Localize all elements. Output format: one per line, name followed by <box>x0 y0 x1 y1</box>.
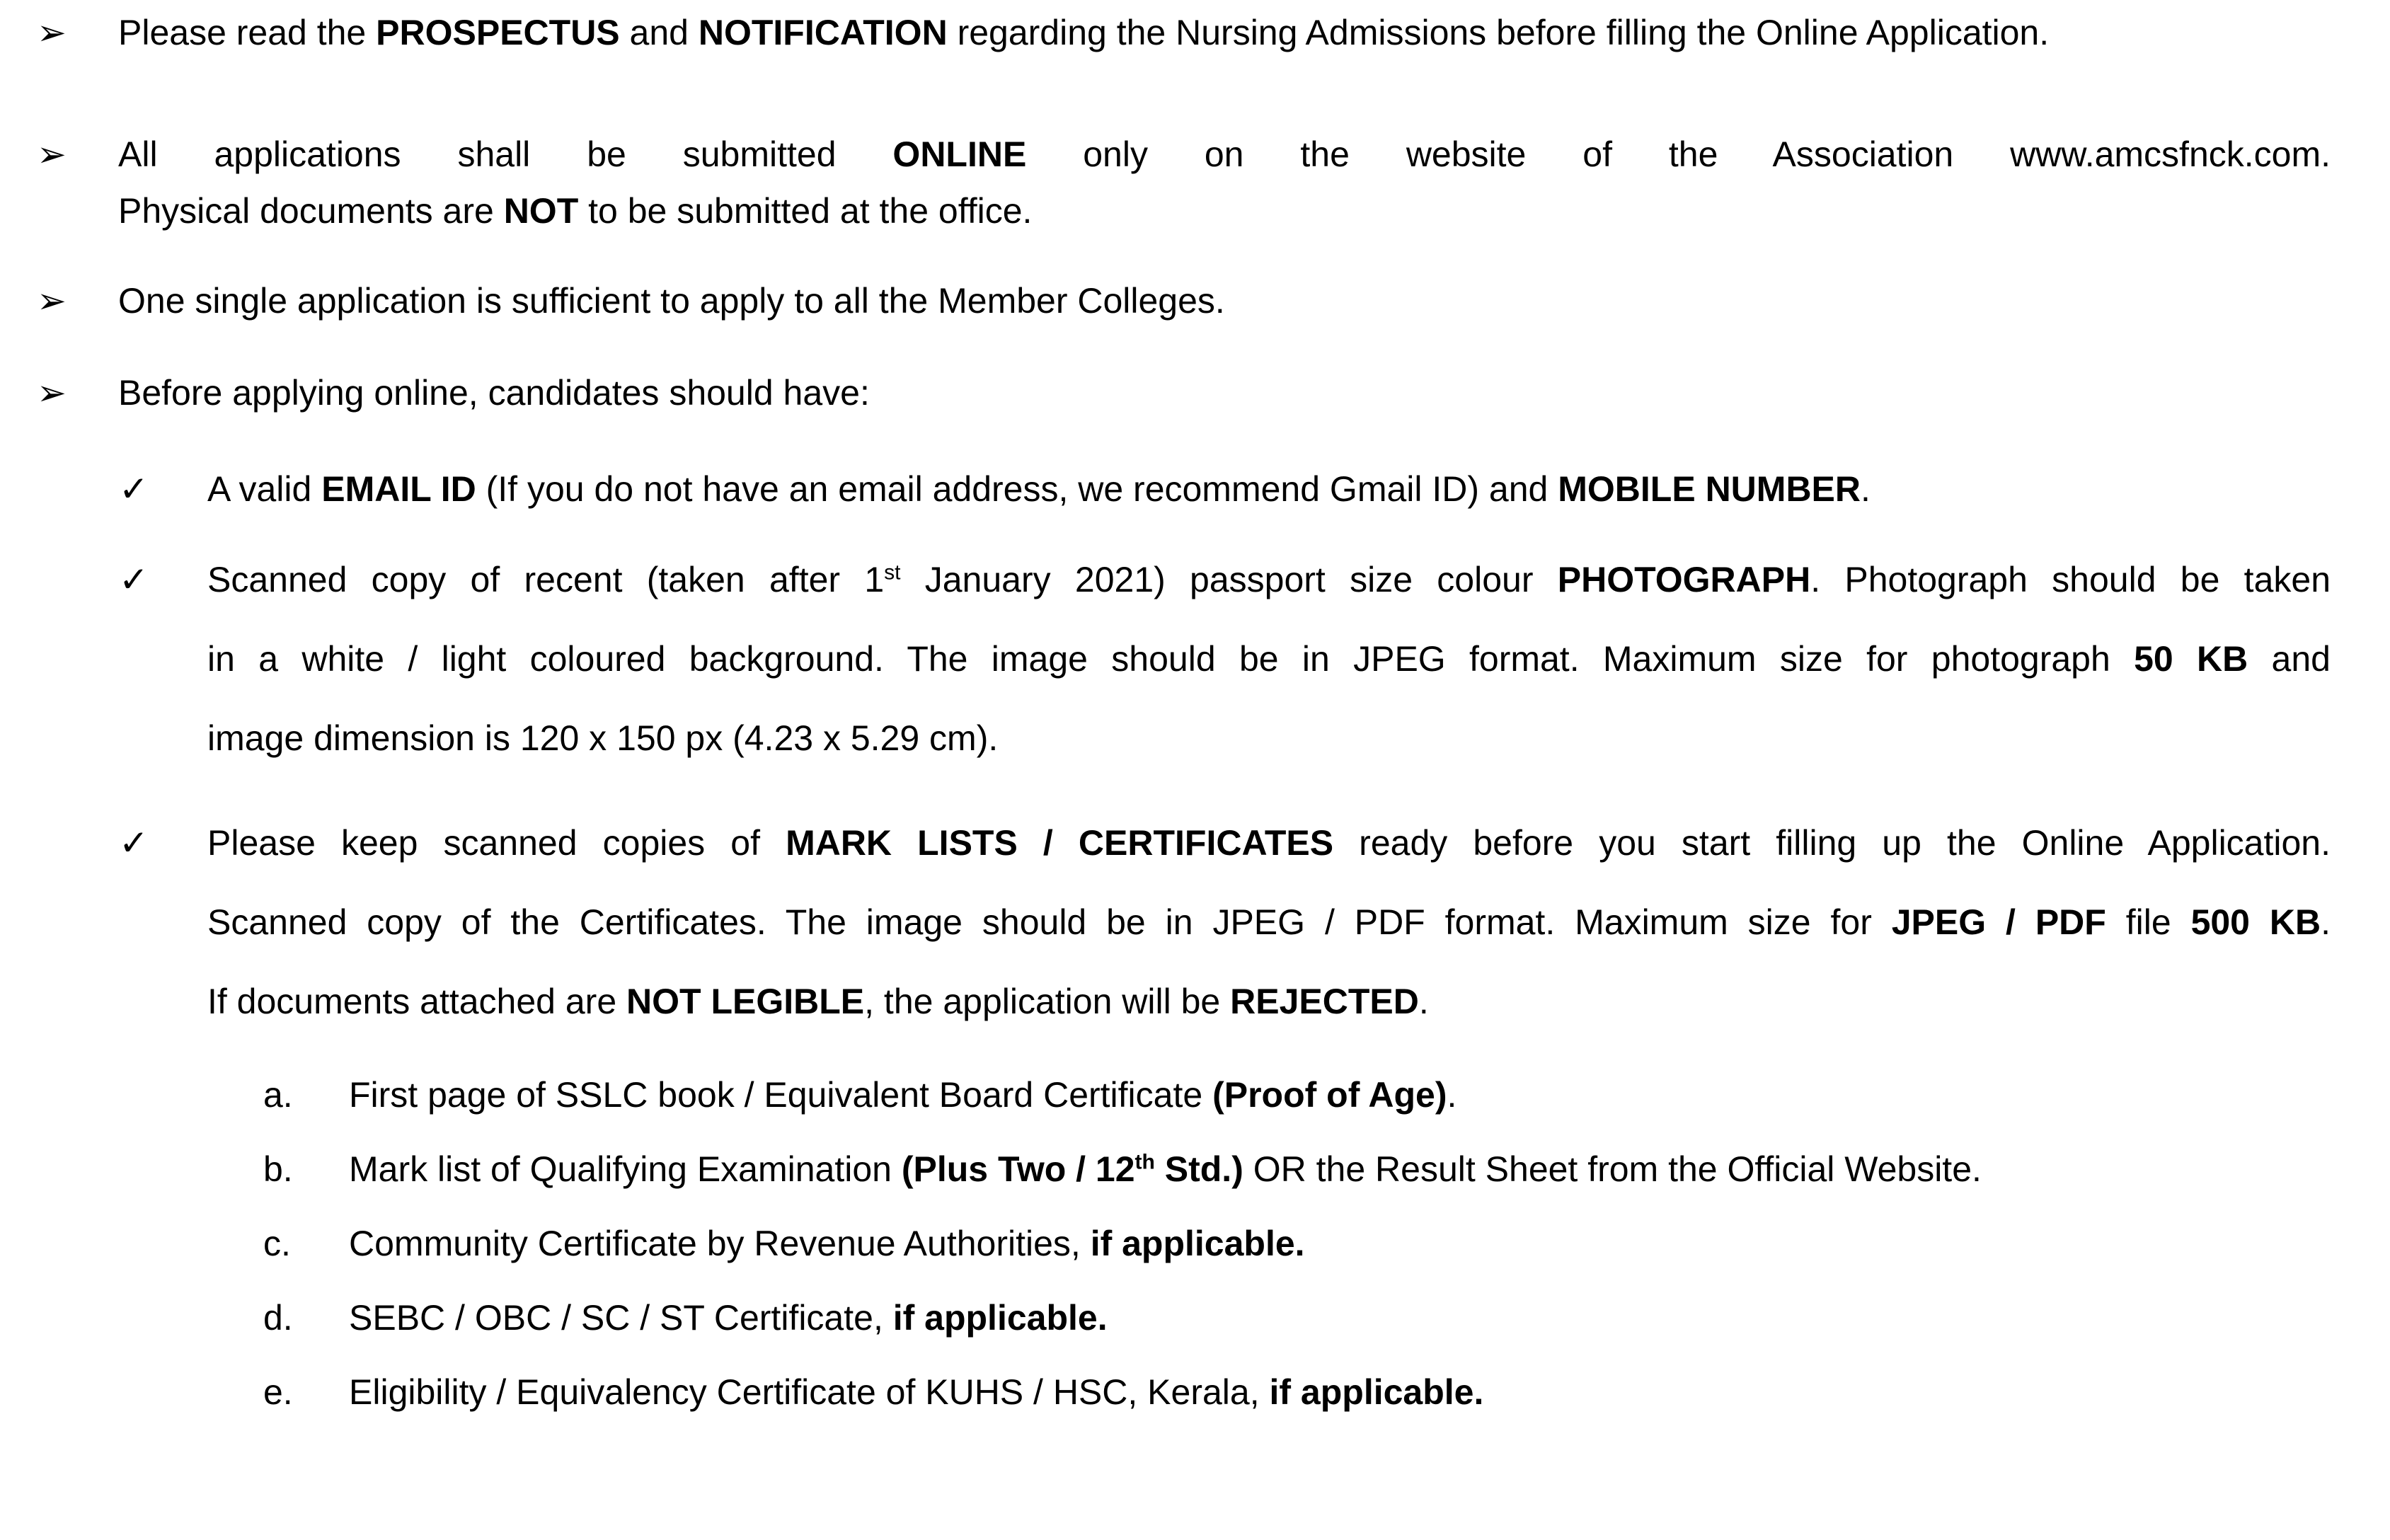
text-run: A valid <box>207 469 322 509</box>
list-item-content <box>349 1074 2331 1116</box>
text-run: PROSPECTUS <box>376 13 620 52</box>
text-run: NOT LEGIBLE <box>626 982 865 1021</box>
text-run: NOT <box>503 191 579 231</box>
list-item-content <box>349 1148 2331 1190</box>
text-run: SEBC / OBC / SC / ST Certificate, <box>349 1298 893 1338</box>
text-run: Eligibility / Equivalency Certificate of KUHS / HSC, Kerala, <box>349 1372 1270 1412</box>
text-run: All applications shall be submitted <box>118 134 893 174</box>
text-run: REJECTED <box>1230 982 1419 1021</box>
text-run: Std.) <box>1154 1149 1243 1189</box>
text-run: (Plus Two / 12 <box>901 1149 1135 1189</box>
text-run: NOTIFICATION <box>698 13 948 52</box>
paragraph-line <box>207 619 2331 699</box>
text-run: regarding the Nursing Admissions before filling the Online Application. <box>947 13 2050 52</box>
check-item-mark-lists <box>0 803 2390 1041</box>
paragraph-line <box>207 962 2331 1041</box>
text-run: 500 KB <box>2190 902 2321 942</box>
text-run: 50 KB <box>2134 639 2248 679</box>
bullet-item-content <box>118 278 2331 323</box>
paragraph-line <box>207 803 2331 883</box>
list-item-a-sslc <box>0 1074 2390 1116</box>
arrow-bullet-icon: ➢ <box>37 13 67 52</box>
text-run: and <box>2248 639 2331 679</box>
paragraph-line <box>118 370 2331 415</box>
text-run: MOBILE NUMBER <box>1558 469 1861 509</box>
text-run: , the application will be <box>864 982 1231 1021</box>
check-icon: ✓ <box>119 560 149 599</box>
text-run: EMAIL ID <box>321 469 476 509</box>
text-run: image dimension is 120 x 150 px (4.23 x 5.29 cm). <box>207 718 999 758</box>
paragraph-line <box>349 1297 2331 1339</box>
text-run: . <box>1447 1075 1457 1115</box>
text-run: (If you do not have an email address, we recommend Gmail ID) and <box>476 469 1558 509</box>
list-letter-a: a. <box>263 1075 293 1115</box>
text-run: ready before you start filling up the Online Application. <box>1333 823 2331 863</box>
list-letter-b: b. <box>263 1149 293 1189</box>
check-item-content <box>207 540 2331 778</box>
bullet-item-before-applying <box>0 370 2390 415</box>
list-letter-c: c. <box>263 1224 291 1263</box>
text-run: Please read the <box>118 13 377 52</box>
text-run: in a white / light coloured background. The image should be in JPEG format. Maximum size for photograph <box>207 639 2135 679</box>
text-run: . <box>2321 902 2331 942</box>
list-letter-e: e. <box>263 1372 293 1412</box>
text-run: One single application is sufficient to apply to all the Member Colleges. <box>118 281 1225 321</box>
check-item-photograph <box>0 540 2390 778</box>
check-item-content <box>207 466 2331 512</box>
list-item-content <box>349 1297 2331 1339</box>
paragraph-line <box>118 10 2331 55</box>
text-run: (Proof of Age) <box>1212 1075 1447 1115</box>
bullet-item-single-application <box>0 278 2390 323</box>
paragraph-line <box>207 540 2331 619</box>
text-run: ONLINE <box>892 134 1027 174</box>
list-item-b-marklist <box>0 1148 2390 1190</box>
arrow-bullet-icon: ➢ <box>37 281 67 321</box>
text-run: Scanned copy of the Certificates. The image should be in JPEG / PDF format. Maximum size for <box>207 902 1892 942</box>
bullet-item-content <box>118 370 2331 415</box>
text-run: Community Certificate by Revenue Authorities, <box>349 1224 1091 1263</box>
paragraph-line <box>118 126 2331 183</box>
text-run: if applicable. <box>1269 1372 1484 1412</box>
text-run: Mark list of Qualifying Examination <box>349 1149 902 1189</box>
text-run: JPEG / PDF <box>1891 902 2106 942</box>
check-item-email-mobile <box>0 466 2390 512</box>
paragraph-line <box>349 1222 2331 1265</box>
list-item-content <box>349 1371 2331 1413</box>
paragraph-line <box>207 699 2331 778</box>
text-run: If documents attached are <box>207 982 627 1021</box>
text-run: First page of SSLC book / Equivalent Board Certificate <box>349 1075 1213 1115</box>
paragraph-line <box>207 466 2331 512</box>
list-item-c-community <box>0 1222 2390 1265</box>
paragraph-line <box>207 883 2331 962</box>
text-run: OR the Result Sheet from the Official Website. <box>1243 1149 1982 1189</box>
bullet-item-content <box>118 126 2331 239</box>
text-run: Scanned copy of recent (taken after 1 <box>207 560 885 599</box>
bullet-item-online-submission <box>0 126 2390 239</box>
arrow-bullet-icon: ➢ <box>37 134 67 174</box>
arrow-bullet-icon: ➢ <box>37 373 67 413</box>
text-run: Physical documents are <box>118 191 504 231</box>
bullet-item-content <box>118 10 2331 55</box>
paragraph-line <box>349 1371 2331 1413</box>
text-run: MARK LISTS / CERTIFICATES <box>786 823 1334 863</box>
text-run: Please keep scanned copies of <box>207 823 786 863</box>
text-run: January 2021) passport size colour <box>900 560 1558 599</box>
list-item-e-eligibility <box>0 1371 2390 1413</box>
list-letter-d: d. <box>263 1298 293 1338</box>
text-run: to be submitted at the office. <box>578 191 1033 231</box>
text-run: if applicable. <box>1090 1224 1305 1263</box>
check-icon: ✓ <box>119 469 149 509</box>
text-run: . <box>1418 982 1429 1021</box>
bullet-item-read-prospectus <box>0 10 2390 55</box>
text-run: st <box>884 561 901 585</box>
text-run: . Photograph should be taken <box>1810 560 2331 599</box>
list-item-content <box>349 1222 2331 1265</box>
check-icon: ✓ <box>119 823 149 863</box>
paragraph-line <box>118 278 2331 323</box>
check-item-content <box>207 803 2331 1041</box>
paragraph-line <box>349 1074 2331 1116</box>
paragraph-line <box>118 183 2331 239</box>
text-run: file <box>2105 902 2191 942</box>
list-item-d-sebc <box>0 1297 2390 1339</box>
text-run: and <box>619 13 699 52</box>
text-run: . <box>1861 469 1871 509</box>
text-run: only on the website of the Association www.amcsfnck.com. <box>1026 134 2331 174</box>
text-run: th <box>1134 1150 1155 1174</box>
text-run: Before applying online, candidates should have: <box>118 373 870 413</box>
paragraph-line <box>349 1148 2331 1190</box>
text-run: PHOTOGRAPH <box>1557 560 1811 599</box>
text-run: if applicable. <box>892 1298 1108 1338</box>
